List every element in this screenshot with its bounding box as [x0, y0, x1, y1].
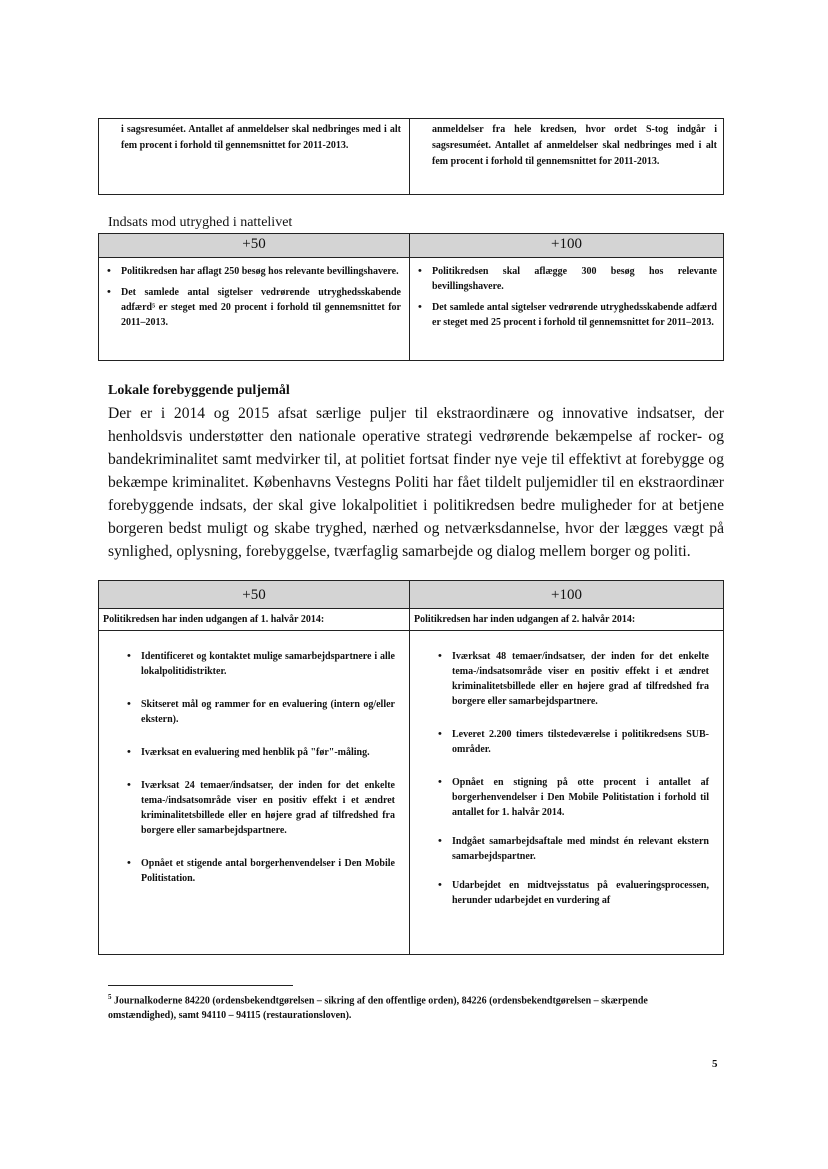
- top-table: [98, 118, 724, 195]
- footnote: [108, 990, 718, 1023]
- section1-right-header: +100: [410, 234, 724, 258]
- top-table-right-text: anmeldelser fra hele kredsen, hvor ordet S-tog indgår i sagsresuméet. Antallet af anmeldelser skal nedbringes med i alt fem procent i forhold til gennemsnittet for 2011-2013.: [432, 124, 717, 167]
- footnote-divider: [108, 985, 293, 986]
- table3-right-header: +100: [410, 581, 724, 609]
- table3-left-header: +50: [99, 581, 410, 609]
- list-item: • Skitseret mål og rammer for en evaluering (intern og/eller ekstern).: [141, 697, 395, 727]
- table3-right-subheader: Politikredsen har inden udgangen af 2. halvår 2014:: [410, 609, 724, 631]
- list-item: • Det samlede antal sigtelser vedrørende utryghedsskabende adfærd⁵ er steget med 20 procent i forhold til gennemsnittet for 2011–2013.: [121, 285, 401, 330]
- list-item: • Politikredsen skal aflægge 300 besøg hos relevante bevillingshavere.: [432, 264, 717, 294]
- list-item: • Identificeret og kontaktet mulige samarbejdspartnere i alle lokalpolitidistrikter.: [141, 649, 395, 679]
- table3-left-list: [99, 631, 409, 886]
- page-number: 5: [712, 1058, 718, 1070]
- section1-left-header: +50: [99, 234, 410, 258]
- list-item: • Iværksat 48 temaer/indsatser, der inden for det enkelte tema-/indsatsområde viser en positiv effekt i et ændret kriminalitetsbillede eller en højere grad af tilfredshed fra borgere eller samarbejdspartnere.: [452, 649, 709, 709]
- table3-right-list: [410, 631, 723, 908]
- section1-left-list: [99, 258, 409, 330]
- targets-table: [98, 580, 724, 955]
- footnote-text: Journalkoderne 84220 (ordensbekendtgørelsen – sikring af den offentlige orden), 84226 (ordensbekendtgørelsen – skærpende omstændighed), samt 94110 – 94115 (restaurationsloven).: [108, 995, 648, 1022]
- section1-title: Indsats mod utryghed i nattelivet: [108, 215, 293, 230]
- section2-paragraph: Der er i 2014 og 2015 afsat særlige puljer til ekstraordinære og innovative indsatser, der henholdsvis understøtter den nationale operative strategi vedrørende bekæmpelse af rocker- og bandekriminalitet samt medvirker til, at politiet fortsat finder nye veje til effektivt at forebygge og bekæmpe kriminalitet. Københavns Vestegns Politi har fået tildelt puljemidler til en ekstraordinær forebyggende indsats, der skal give lokalpolitiet i politikredsen bedre muligheder for at betjene borgeren bedst muligt og skabe tryghed, nærhed og netværksdannelse, hvor der lægges vægt på synlighed, oplysning, forebyggelse, tværfaglig samarbejde og dialog mellem borger og politi.: [108, 405, 724, 560]
- list-item: • Opnået en stigning på otte procent i antallet af borgerhenvendelser i Den Mobile Politistation i forhold til antallet for 1. halvår 2014.: [452, 775, 709, 820]
- list-item: • Politikredsen har aflagt 250 besøg hos relevante bevillingshavere.: [121, 264, 401, 279]
- list-item: • Leveret 2.200 timers tilstedeværelse i politikredsens SUB-områder.: [452, 727, 709, 757]
- list-item: • Udarbejdet en midtvejsstatus på evalueringsprocessen, herunder udarbejdet en vurdering af: [452, 878, 709, 908]
- footnote-mark: 5: [108, 993, 112, 1001]
- table3-left-subheader: Politikredsen har inden udgangen af 1. halvår 2014:: [99, 609, 410, 631]
- section2-title: Lokale forebyggende puljemål: [108, 383, 290, 398]
- list-item: • Iværksat 24 temaer/indsatser, der inden for det enkelte tema-/indsatsområde viser en positiv effekt i et ændret kriminalitetsbillede eller en højere grad af tilfredshed fra borgere eller samarbejdspartnere.: [141, 778, 395, 838]
- section1-table: [98, 233, 724, 361]
- list-item: • Iværksat en evaluering med henblik på "før"-måling.: [141, 745, 395, 760]
- list-item: • Det samlede antal sigtelser vedrørende utryghedsskabende adfærd er steget med 25 procent i forhold til gennemsnittet for 2011–2013.: [432, 300, 717, 330]
- top-table-left-text: i sagsresuméet. Antallet af anmeldelser skal nedbringes med i alt fem procent i forhold til gennemsnittet for 2011-2013.: [121, 124, 401, 151]
- section1-right-list: [410, 258, 723, 330]
- list-item: • Indgået samarbejdsaftale med mindst én relevant ekstern samarbejdspartner.: [452, 834, 709, 864]
- list-item: • Opnået et stigende antal borgerhenvendelser i Den Mobile Politistation.: [141, 856, 395, 886]
